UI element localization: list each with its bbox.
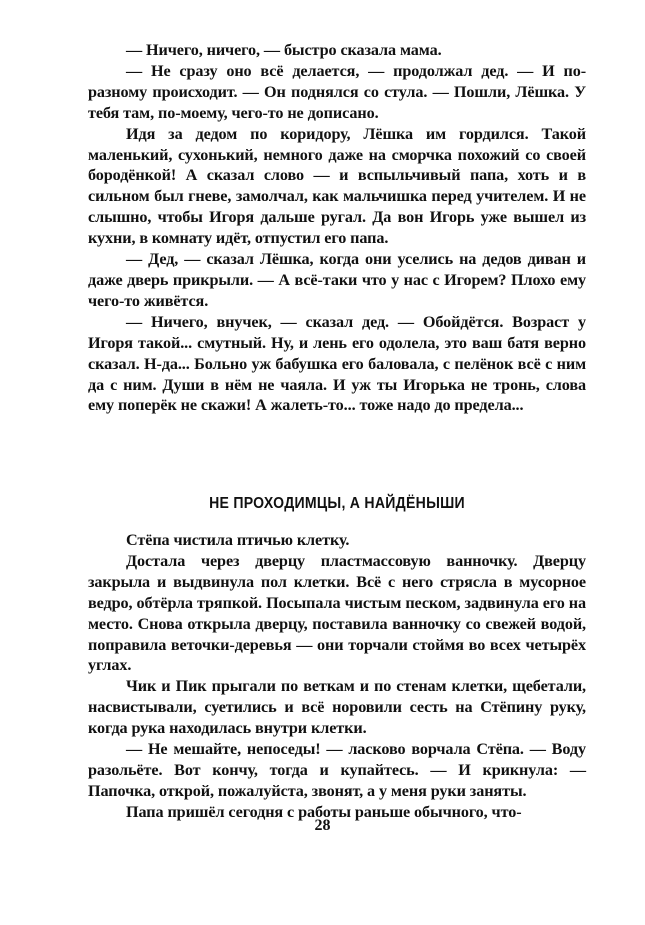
paragraph: — Ничего, ничего, — быстро сказала мама. — [126, 41, 442, 59]
paragraph: — Не мешайте, непоседы! — ласково ворчала Стёпа. — Воду разольёте. Вот кончу, тогда и купайтесь. — И крикнула: — Папочка, открой, пожалуйста, звонят, а у меня руки заняты. — [88, 740, 586, 800]
story-ending-text — [88, 40, 586, 416]
paragraph: — Ничего, внучек, — сказал дед. — Обойдётся. Возраст у Игоря такой... смутный. Ну, и лень его одолела, это ваш батя верно сказал. Н-да... Больно уж бабушка его баловала, с пелёнок всё с ним да с ним. Души в нём не чаяла. И уж ты Игорька не тронь, слова ему поперёк не скажи! А жалеть-то... тоже надо до предела... — [88, 312, 586, 415]
paragraph: Достала через дверцу пластмассовую ванночку. Дверцу закрыла и выдвинула пол клетки. Всё с него стрясла в мусорное ведро, обтёрла тряпкой. Посыпала чистым песком, задвинула его на место. Снова открыла дверцу, поставила ванночку со свежей водой, поправила веточки-деревья — они торчали стоймя во всех четырёх углах. — [88, 551, 586, 675]
paragraph: — Не сразу оно всё делается, — продолжал дед. — И по-разному происходит. — Он поднялся со стула. — Пошли, Лёшка. У тебя там, по-моему, чего-то не дописано. — [88, 61, 586, 122]
paragraph: Папа пришёл сегодня с работы раньше обычного, что- — [126, 802, 522, 821]
chapter-title: НЕ ПРОХОДИМЦЫ, А НАЙДЁНЫШИ — [209, 495, 465, 512]
chapter-text — [88, 530, 586, 823]
paragraph: Чик и Пик прыгали по веткам и по стенам клетки, щебетали, насвистывали, суетились и всё норовили сесть на Стёпину руку, когда рука находилась внутри клетки. — [88, 677, 586, 738]
paragraph: — Дед, — сказал Лёшка, когда они уселись на дедов диван и даже дверь прикрыли. — А всё-таки что у нас с Игорем? Плохо ему чего-то живётся. — [88, 250, 586, 310]
page-number: 28 — [314, 817, 331, 834]
paragraph: Идя за дедом по коридору, Лёшка им гордился. Такой маленький, сухонький, немного даже на сморчка похожий со своей бородёнкой! А сказал слово — и вспыльчивый папа, хоть и в сильном был гневе, замолчал, как мальчишка перед учителем. И не слышно, чтобы Игоря дальше ругал. Да вон Игорь уже вышел из кухни, в комнату идёт, отпустил его папа. — [88, 124, 586, 248]
paragraph: Стёпа чистила птичью клетку. — [126, 531, 350, 549]
